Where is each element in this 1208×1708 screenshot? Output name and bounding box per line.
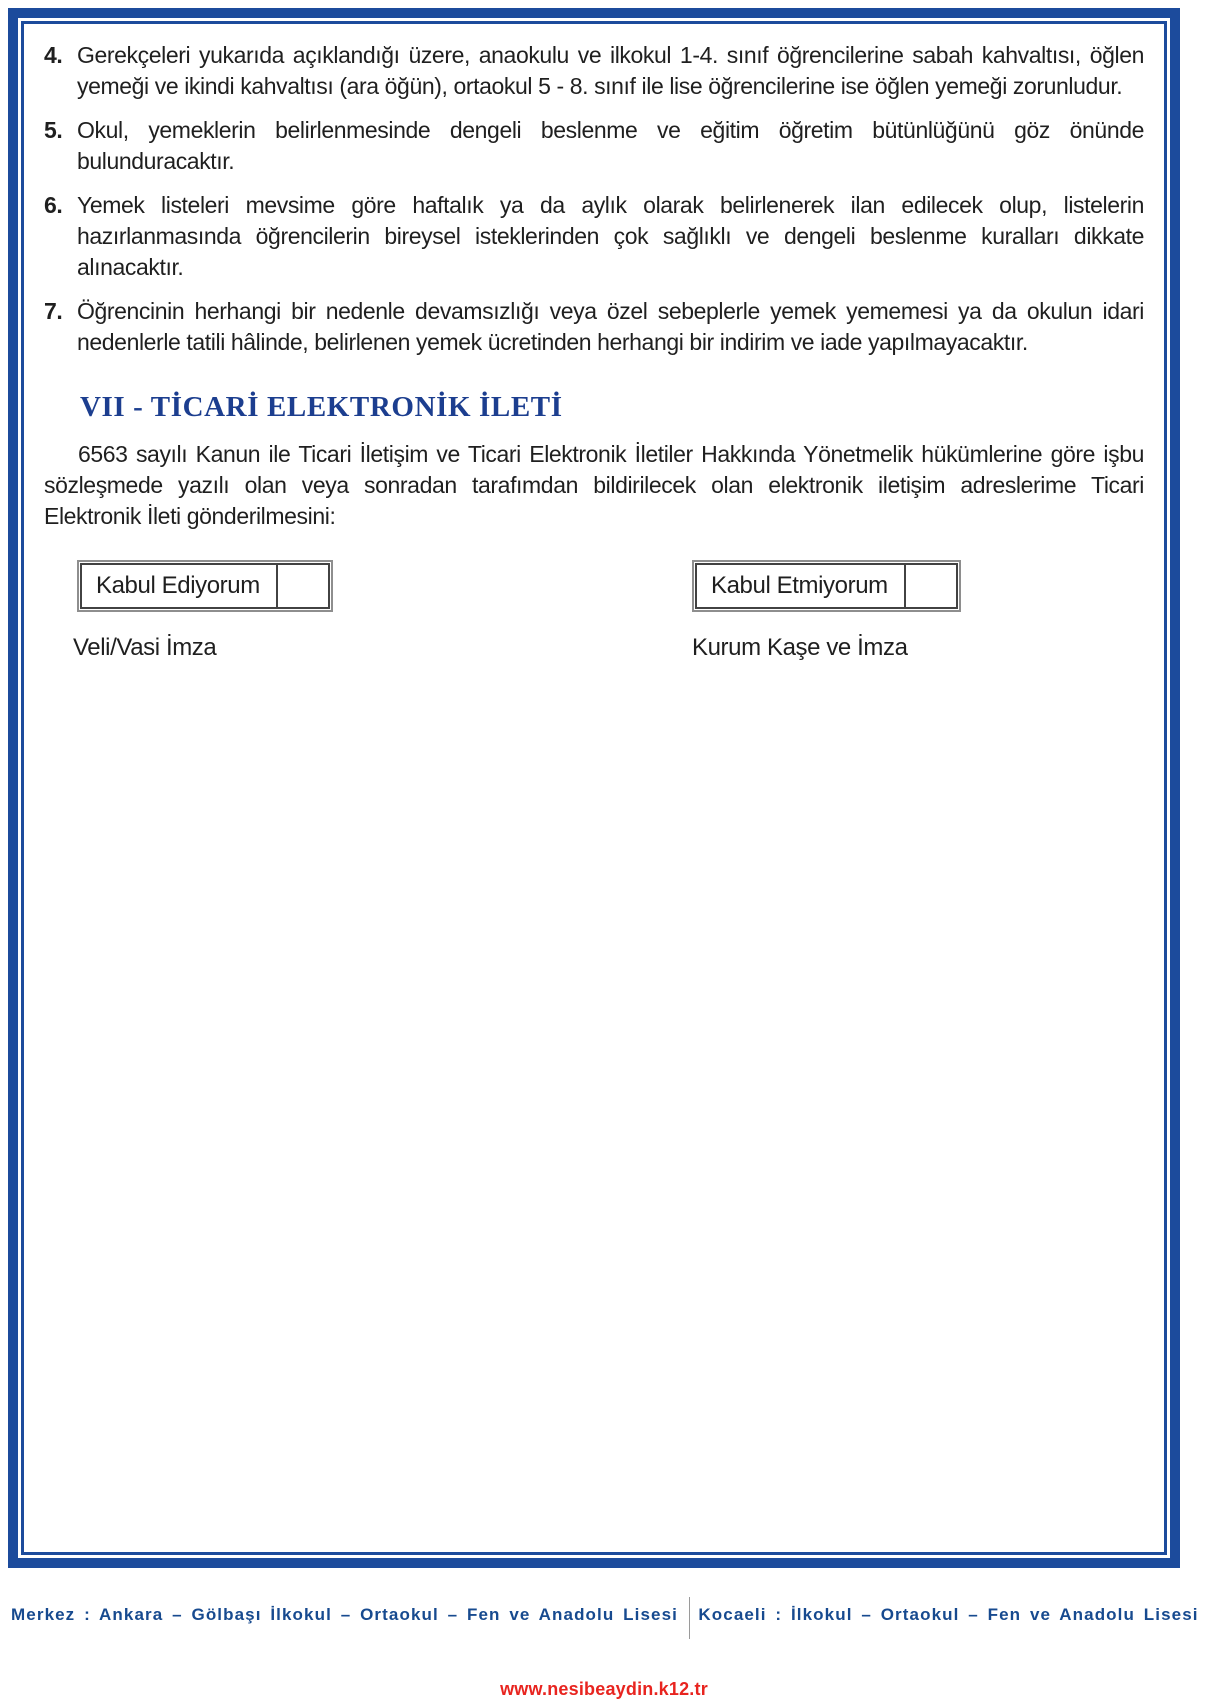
website-link[interactable]: www.nesibeaydin.k12.tr — [500, 1679, 708, 1699]
decline-option-label: Kabul Etmiyorum — [695, 563, 906, 609]
accept-checkbox[interactable] — [278, 563, 330, 609]
clause-text: Okul, yemeklerin belirlenmesinde dengeli beslenme ve eğitim öğretim bütünlüğünü göz önünde bulunduracaktır. — [77, 117, 1144, 174]
accept-option-box — [77, 560, 333, 612]
footer-address-kocaeli: Kocaeli : İlkokul – Ortaokul – Fen ve Anadolu Lisesi — [698, 1605, 1199, 1624]
decline-checkbox[interactable] — [906, 563, 958, 609]
clause-number: 4. — [44, 42, 63, 68]
document-border-frame — [8, 8, 1180, 1568]
clause-text: Gerekçeleri yukarıda açıklandığı üzere, anaokulu ve ilkokul 1-4. sınıf öğrencilerine sabah kahvaltısı, öğlen yemeği ve ikindi kahvaltısı (ara öğün), ortaokul 5 - 8. sınıf ile lise öğrencilerine ise öğlen yemeği zorunludur. — [77, 42, 1144, 99]
accept-option-label: Kabul Ediyorum — [80, 563, 278, 609]
institution-stamp-signature-label: Kurum Kaşe ve İmza — [692, 634, 908, 661]
document-content — [24, 24, 1164, 1552]
clause-text: Yemek listeleri mevsime göre haftalık ya da aylık olarak belirlenerek ilan edilecek olup, listelerin hazırlanmasında öğrencilerin bireysel isteklerinden çok sağlıklı ve dengeli beslenme kuralları dikkate alınacaktır. — [77, 192, 1144, 280]
signature-row — [44, 632, 1144, 664]
clause-text: Öğrencinin herhangi bir nedenle devamsızlığı veya özel sebeplerle yemek yememesi ya da okulun idari nedenlerle tatili hâlinde, belirlenen yemek ücretinden herhangi bir indirim ve iade yapılmayacaktır. — [77, 298, 1144, 355]
footer — [0, 1597, 1208, 1641]
clause-list — [44, 40, 1144, 358]
clause-number: 7. — [44, 298, 63, 324]
clause-number: 5. — [44, 117, 63, 143]
consent-row — [44, 560, 1144, 610]
clause-number: 6. — [44, 192, 63, 218]
clause-item-7 — [44, 296, 1144, 358]
clause-item-5 — [44, 115, 1144, 177]
decline-option-box — [692, 560, 961, 612]
clause-item-4 — [44, 40, 1144, 102]
section-heading-ticari-elektronik-ileti: VII - TİCARİ ELEKTRONİK İLETİ — [80, 391, 563, 423]
section-paragraph: 6563 sayılı Kanun ile Ticari İletişim ve Ticari Elektronik İletiler Hakkında Yönetmelik hükümlerine göre işbu sözleşmede yazılı olan veya sonradan tarafımdan bildirilecek olan elektronik iletişim adreslerime Ticari Elektronik İleti gönderilmesini: — [44, 441, 1144, 529]
footer-address-merkez: Merkez : Ankara – Gölbaşı İlkokul – Ortaokul – Fen ve Anadolu Lisesi — [11, 1605, 678, 1624]
clause-item-6 — [44, 190, 1144, 283]
guardian-signature-label: Veli/Vasi İmza — [73, 634, 217, 661]
